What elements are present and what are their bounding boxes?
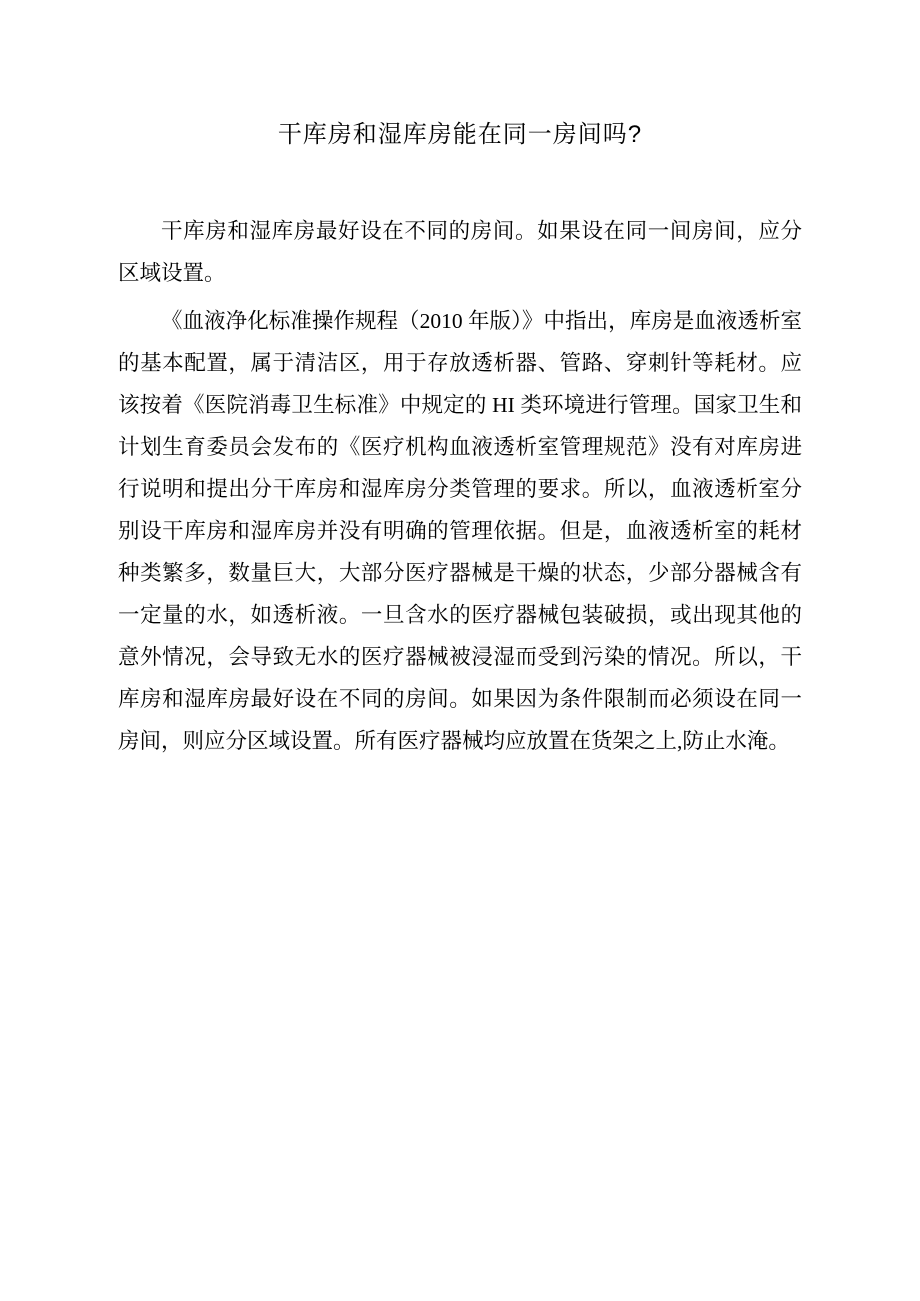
page-title: 干库房和湿库房能在同一房间吗? <box>277 121 643 148</box>
document-content <box>118 0 802 764</box>
paragraph-1: 干库房和湿库房最好设在不同的房间。如果设在同一间房间，应分区域设置。 <box>118 218 802 285</box>
paragraph-2: 《血液净化标准操作规程（2010 年版）》中指出，库房是血液透析室的基本配置，属于清洁区，用于存放透析器、管路、穿刺针等耗材。应该按着《医院消毒卫生标准》中规定的 HI 类环境进行管理。国家卫生和计划生育委员会发布的《医疗机构血液透析室管理规范》没有对库房进行说明和提出分干库房和湿库房分类管理的要求。所以，血液透析室分别设干库房和湿库房并没有明确的管理依据。但是，血液透析室的耗材种类繁多，数量巨大，大部分医疗器械是干燥的状态，少部分器械含有一定量的水，如透析液。一旦含水的医疗器械包装破损，或出现其他的意外情况，会导致无水的医疗器械被浸湿而受到污染的情况。所以，干库房和湿库房最好设在不同的房间。如果因为条件限制而必须设在同一房间，则应分区域设置。所有医疗器械均应放置在货架之上,防止水淹。 <box>118 308 802 753</box>
document-body <box>118 210 802 762</box>
